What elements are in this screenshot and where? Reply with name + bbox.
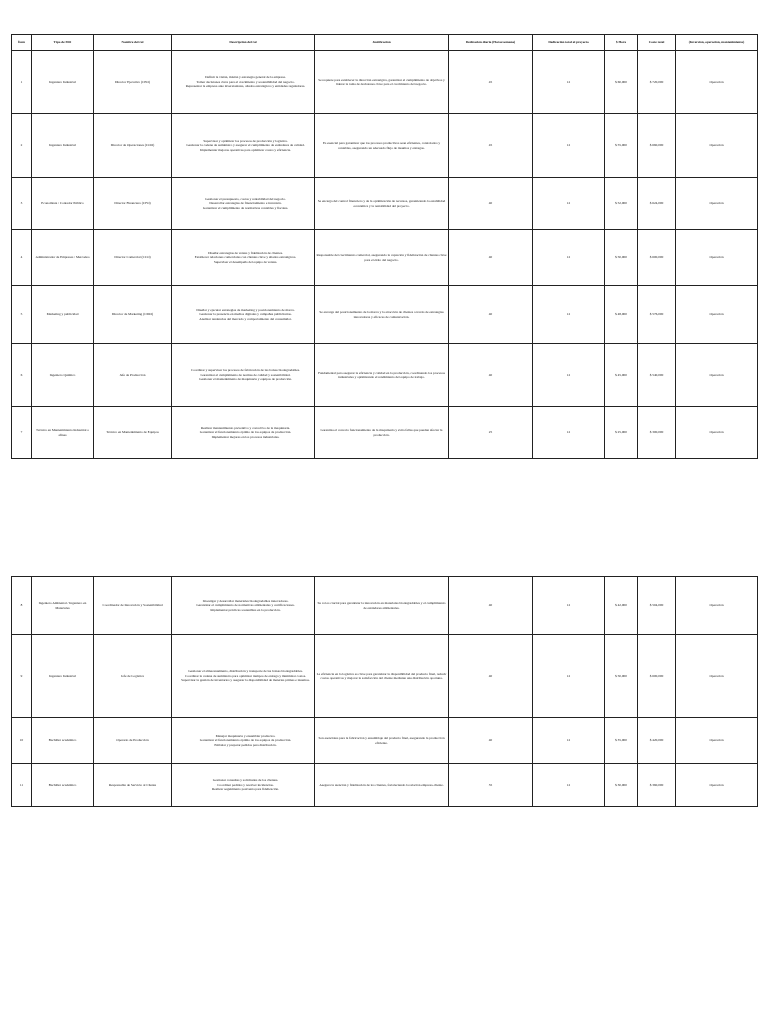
description-list <box>173 599 313 612</box>
table-body-page-1 <box>12 51 758 459</box>
cell-descripcion <box>172 344 315 407</box>
cell-hora: $ 25,000 <box>605 407 638 459</box>
cell-dedicacion-diaria: 40 <box>449 230 533 286</box>
table-row <box>12 230 758 286</box>
description-bullet: • Definir la visión, misión y estrategia general de la empresa. <box>178 75 313 79</box>
cell-tipo: Ingeniero Industrial <box>32 114 94 178</box>
description-bullet: • Implementar prácticas sostenibles en la producción. <box>178 608 313 612</box>
description-bullet: • Desarrollar estrategias de financiamiento e inversión. <box>178 201 313 205</box>
cell-justificacion: Responsable del crecimiento comercial, asegurando la captación y fidelización de clientes clave para el éxito del negocio. <box>315 230 449 286</box>
cell-descripcion <box>172 577 315 635</box>
cell-dedicacion-diaria: 40 <box>449 577 533 635</box>
description-list <box>173 308 313 321</box>
cell-dedicacion-diaria: 40 <box>449 718 533 764</box>
cell-justificacion: Fundamental para asegurar la eficiencia y calidad en la producción, coordinando los procesos industriales y optimizando el rendimiento del equipo de trabajo. <box>315 344 449 407</box>
cell-dedicacion-diaria: 40 <box>449 344 533 407</box>
cell-justificacion: Se requiere para establecer la dirección estratégica, garantizar el cumplimiento de objetivos y liderar la toma de decisiones clave para el crecimiento del negocio. <box>315 51 449 114</box>
description-bullet: • Garantizar el cumplimiento de normativas contables y fiscales. <box>178 206 313 210</box>
table-row <box>12 407 758 459</box>
cell-tipo-costo: Operación <box>676 114 758 178</box>
description-list <box>173 368 313 381</box>
cell-dedicacion-diaria: 40 <box>449 178 533 230</box>
cell-item: 4 <box>12 230 32 286</box>
description-list <box>173 197 313 210</box>
cell-hora: $ 55,000 <box>605 114 638 178</box>
header-dedicacion-total: Dedicación total al proyecto <box>533 35 605 51</box>
cell-justificacion: Su rol es crucial para garantizar la innovación en materiales biodegradables y el cumplimiento de estándares ambientales. <box>315 577 449 635</box>
cell-justificacion: Se encarga del control financiero y de la optimización de recursos, garantizando la estabilidad económica y la rentabilidad del proyecto. <box>315 178 449 230</box>
cell-hora: $ 52,000 <box>605 178 638 230</box>
cell-coste: $ 720,000 <box>638 51 676 114</box>
description-bullet: • Garantizar el funcionamiento óptimo de los equipos de producción. <box>178 430 313 434</box>
cell-tipo-costo: Operación <box>676 764 758 807</box>
description-bullet: • Representar la empresa ante inversionistas, aliados estratégicos y entidades reguladoras. <box>178 84 313 88</box>
cell-hora: $ 30,000 <box>605 764 638 807</box>
cell-tipo: Ingeniero Químico <box>32 344 94 407</box>
description-bullet: • Diseñar y ejecutar estrategias de marketing y posicionamiento de marca. <box>178 308 313 312</box>
header-justificacion: Justificación <box>315 35 449 51</box>
description-bullet: • Coordinar la cadena de suministro para optimizar tiempos de entrega y minimizar costos. <box>178 674 313 678</box>
table-row <box>12 178 758 230</box>
cell-justificacion: Son esenciales para la fabricación y ensamblaje del producto final, asegurando la producción eficiente. <box>315 718 449 764</box>
description-bullet: • Gestionar la presencia en medios digitales y campañas publicitarias. <box>178 312 313 316</box>
cell-coste: $ 624,000 <box>638 178 676 230</box>
cell-dedicacion-total: 12 <box>533 51 605 114</box>
cell-hora: $ 60,000 <box>605 51 638 114</box>
cell-item: 1 <box>12 51 32 114</box>
cell-hora: $ 45,000 <box>605 344 638 407</box>
cell-dedicacion-total: 12 <box>533 718 605 764</box>
table-row <box>12 635 758 718</box>
description-bullet: • Supervisar y optimizar los procesos de producción y logística. <box>178 139 313 143</box>
description-bullet: • Garantizar el cumplimiento de normativas ambientales y certificaciones. <box>178 603 313 607</box>
cell-justificacion: La eficiencia en la logística es clave para garantizar la disponibilidad del producto final, reducir costos operativos y mejorar la satisfacción del cliente mediante una distribución oportuna. <box>315 635 449 718</box>
description-list <box>173 734 313 747</box>
description-bullet: • Garantizar el funcionamiento óptimo de los equipos de producción. <box>178 738 313 742</box>
cell-dedicacion-diaria: 25 <box>449 407 533 459</box>
description-list <box>173 426 313 439</box>
cell-hora: $ 35,000 <box>605 718 638 764</box>
description-bullet: • Establecer relaciones comerciales con clientes clave y aliados estratégicos. <box>178 255 313 259</box>
cell-item: 8 <box>12 577 32 635</box>
header-row <box>12 35 758 51</box>
cell-descripcion <box>172 178 315 230</box>
cell-hora: $ 42,000 <box>605 577 638 635</box>
description-bullet: • Manejar maquinaria y ensamblar productos. <box>178 734 313 738</box>
cell-descripcion <box>172 51 315 114</box>
cell-nombre: Operario de Producción <box>94 718 172 764</box>
cell-hora: $ 50,000 <box>605 635 638 718</box>
header-nombre: Nombre del rol <box>94 35 172 51</box>
description-bullet: • Supervisar la gestión de inventarios y asegurar la disponibilidad de materias primas e insumos. <box>178 678 313 682</box>
description-bullet: • Analizar tendencias del mercado y comportamiento del consumidor. <box>178 317 313 321</box>
cell-tipo-costo: Operación <box>676 577 758 635</box>
cell-coste: $ 540,000 <box>638 344 676 407</box>
cell-nombre: Jefe de Logística <box>94 635 172 718</box>
description-bullet: • Gestionar el mantenimiento de maquinaria y equipos de producción. <box>178 377 313 381</box>
cell-dedicacion-diaria: 35 <box>449 764 533 807</box>
cell-hora: $ 48,000 <box>605 286 638 344</box>
staff-table-page-1 <box>11 34 758 459</box>
cell-tipo: Economista / Contador Público <box>32 178 94 230</box>
description-list <box>173 139 313 152</box>
description-bullet: • Implementar mejoras operativas para optimizar costos y eficiencia. <box>178 148 313 152</box>
cell-tipo: Administrador de Empresas / Mercadeo <box>32 230 94 286</box>
table-row <box>12 577 758 635</box>
cell-descripcion <box>172 286 315 344</box>
cell-justificacion: Se encarga del posicionamiento de la marca y la atracción de clientes a través de estrategias innovadoras y eficaces de comunicación. <box>315 286 449 344</box>
cell-item: 5 <box>12 286 32 344</box>
header-hora: $ Hora <box>605 35 638 51</box>
description-bullet: • Coordinar y supervisar los procesos de fabricación de las bolsas biodegradables. <box>178 368 313 372</box>
cell-coste: $ 360,000 <box>638 764 676 807</box>
cell-tipo: Bachiller académico <box>32 764 94 807</box>
cell-nombre: Director de Operaciones (COO) <box>94 114 172 178</box>
cell-descripcion <box>172 764 315 807</box>
cell-nombre: Director Financiero (CFO) <box>94 178 172 230</box>
cell-descripcion <box>172 114 315 178</box>
cell-item: 2 <box>12 114 32 178</box>
cell-nombre: Director de Marketing (CMO) <box>94 286 172 344</box>
cell-item: 6 <box>12 344 32 407</box>
description-bullet: • Tomar decisiones clave para el crecimiento y sostenibilidad del negocio. <box>178 80 313 84</box>
table-row <box>12 51 758 114</box>
cell-dedicacion-total: 12 <box>533 286 605 344</box>
cell-dedicacion-total: 12 <box>533 577 605 635</box>
description-bullet: • Realizar mantenimiento preventivo y correctivo de la maquinaria. <box>178 426 313 430</box>
cell-justificacion: Garantiza el correcto funcionamiento de la maquinaria y evita fallas que puedan afectar la producción. <box>315 407 449 459</box>
cell-dedicacion-total: 12 <box>533 407 605 459</box>
description-list <box>173 669 313 682</box>
description-list <box>173 778 313 791</box>
cell-tipo: Ingeniero Ambiental / Ingeniero en Materiales <box>32 577 94 635</box>
table-body-page-2 <box>12 577 758 807</box>
cell-item: 10 <box>12 718 32 764</box>
cell-dedicacion-diaria: 45 <box>449 114 533 178</box>
staff-table-page-2 <box>11 576 758 807</box>
cell-tipo-costo: Operación <box>676 407 758 459</box>
cell-tipo-costo: Operación <box>676 286 758 344</box>
description-bullet: • Gestionar el almacenamiento, distribución y transporte de las bolsas biodegradables. <box>178 669 313 673</box>
description-bullet: • Embalar y preparar pedidos para distribución. <box>178 743 313 747</box>
cell-dedicacion-diaria: 40 <box>449 635 533 718</box>
cell-justificacion: Es esencial para garantizar que los procesos productivos sean eficientes, controlados y rentables, asegurando un adecuado flujo de insumos y entregas. <box>315 114 449 178</box>
cell-dedicacion-diaria: 40 <box>449 286 533 344</box>
description-bullet: • Implementar mejoras en los procesos industriales. <box>178 435 313 439</box>
cell-nombre: Técnico en Mantenimiento de Equipos <box>94 407 172 459</box>
header-descripcion: Descripción del rol <box>172 35 315 51</box>
description-bullet: • Diseñar estrategias de ventas y fidelización de clientes. <box>178 251 313 255</box>
cell-tipo: Ingeniero Industrial <box>32 635 94 718</box>
cell-item: 3 <box>12 178 32 230</box>
cell-justificacion: Asegura la atención y fidelización de los clientes, fortaleciendo la relación empresa-cliente. <box>315 764 449 807</box>
cell-tipo-costo: Operación <box>676 344 758 407</box>
header-dedicacion-diaria: Dedicación diaria (Horas/semana) <box>449 35 533 51</box>
description-bullet: • Gestionar la cadena de suministro y asegurar el cumplimiento de estándares de calidad. <box>178 143 313 147</box>
table-row <box>12 764 758 807</box>
cell-tipo: Marketing y publicidad <box>32 286 94 344</box>
cell-coste: $ 600,000 <box>638 230 676 286</box>
cell-item: 9 <box>12 635 32 718</box>
cell-coste: $ 300,000 <box>638 407 676 459</box>
description-bullet: • Investigar y desarrollar materiales biodegradables innovadores. <box>178 599 313 603</box>
cell-hora: $ 50,000 <box>605 230 638 286</box>
cell-descripcion <box>172 718 315 764</box>
description-bullet: • Garantizar el cumplimiento de normas de calidad y sostenibilidad. <box>178 373 313 377</box>
cell-tipo-costo: Operación <box>676 718 758 764</box>
cell-descripcion <box>172 635 315 718</box>
description-bullet: • Coordinar pedidos y resolver incidencias. <box>178 783 313 787</box>
cell-tipo-costo: Operación <box>676 635 758 718</box>
cell-coste: $ 576,000 <box>638 286 676 344</box>
cell-tipo: Bachiller académico <box>32 718 94 764</box>
header-tipo: Tipo de MO <box>32 35 94 51</box>
cell-coste: $ 600,000 <box>638 635 676 718</box>
table-row <box>12 718 758 764</box>
table-row <box>12 114 758 178</box>
cell-nombre: Coordinador de Innovación y Sostenibilidad <box>94 577 172 635</box>
cell-dedicacion-total: 12 <box>533 635 605 718</box>
cell-nombre: Director Comercial (CCO) <box>94 230 172 286</box>
cell-dedicacion-total: 12 <box>533 764 605 807</box>
cell-nombre: Jefe de Producción <box>94 344 172 407</box>
description-bullet: • Supervisar el desempeño del equipo de ventas. <box>178 260 313 264</box>
table-row <box>12 286 758 344</box>
cell-coste: $ 420,000 <box>638 718 676 764</box>
cell-tipo-costo: Operación <box>676 178 758 230</box>
cell-item: 7 <box>12 407 32 459</box>
cell-dedicacion-total: 12 <box>533 344 605 407</box>
header-item: Ítem <box>12 35 32 51</box>
cell-coste: $ 504,000 <box>638 577 676 635</box>
cell-tipo-costo: Operación <box>676 230 758 286</box>
cell-dedicacion-total: 12 <box>533 230 605 286</box>
cell-descripcion <box>172 230 315 286</box>
cell-coste: $ 660,000 <box>638 114 676 178</box>
table-row <box>12 344 758 407</box>
description-list <box>173 251 313 264</box>
cell-nombre: Responsable de Servicio al Cliente <box>94 764 172 807</box>
description-bullet: • Gestionar el presupuesto, costos y rentabilidad del negocio. <box>178 197 313 201</box>
cell-item: 11 <box>12 764 32 807</box>
cell-dedicacion-total: 12 <box>533 178 605 230</box>
cell-nombre: Director Ejecutivo (CEO) <box>94 51 172 114</box>
cell-dedicacion-total: 12 <box>533 114 605 178</box>
cell-descripcion <box>172 407 315 459</box>
cell-tipo: Técnico en Mantenimiento Industrial o afines <box>32 407 94 459</box>
header-coste: Coste total <box>638 35 676 51</box>
description-bullet: • Gestionar consultas y solicitudes de los clientes. <box>178 778 313 782</box>
cell-tipo: Ingeniero Industrial <box>32 51 94 114</box>
cell-tipo-costo: Operación <box>676 51 758 114</box>
header-tipo-costo: (Inversión, operación, mantenimiento) <box>676 35 758 51</box>
cell-dedicacion-diaria: 45 <box>449 51 533 114</box>
description-bullet: • Realizar seguimiento postventa para fidelización. <box>178 787 313 791</box>
description-list <box>173 75 313 88</box>
